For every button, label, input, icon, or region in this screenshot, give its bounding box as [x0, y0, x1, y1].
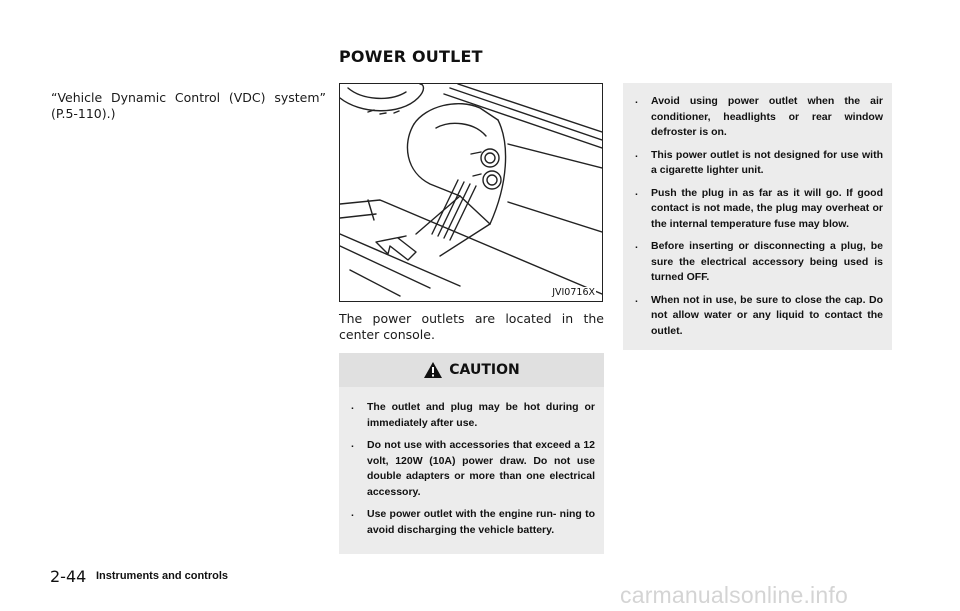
caution-body — [351, 400, 595, 545]
watermark: carmanualsonline.info — [620, 582, 848, 608]
caution-list — [351, 400, 595, 538]
caution-title: CAUTION — [449, 362, 520, 378]
figure-caption: The power outlets are located in the center console. — [339, 311, 604, 342]
note-item: . When not in use, be sure to close the cap. Do not allow water or any liquid to contact the outlet. — [635, 293, 883, 340]
notes-body — [635, 94, 883, 346]
note-item: . This power outlet is not designed for use with a cigarette lighter unit. — [635, 148, 883, 179]
notes-box — [623, 83, 892, 350]
note-item: . Push the plug in as far as it will go. If good contact is not made, the plug may overheat or the internal temperature fuse may blow. — [635, 186, 883, 233]
power-outlet-figure — [339, 83, 603, 302]
lead-text: “Vehicle Dynamic Control (VDC) system” (P.5-110).) — [51, 90, 326, 121]
page-number: 2-44 — [50, 567, 87, 586]
console-illustration — [340, 84, 602, 301]
caution-header — [339, 353, 604, 387]
section-title: POWER OUTLET — [339, 47, 483, 66]
figure-label: JVI0716X — [552, 287, 595, 298]
warning-icon — [423, 361, 443, 379]
note-item: . Avoid using power outlet when the air conditioner, headlights or rear window defroster is on. — [635, 94, 883, 141]
caution-box — [339, 353, 604, 554]
notes-list — [635, 94, 883, 339]
caution-item: . Use power outlet with the engine run- ning to avoid discharging the vehicle battery. — [351, 507, 595, 538]
caution-item: . The outlet and plug may be hot during or immediately after use. — [351, 400, 595, 431]
caution-item: . Do not use with accessories that exceed a 12 volt, 120W (10A) power draw. Do not use double adapters or more than one electrical accessory. — [351, 438, 595, 500]
page-section-name: Instruments and controls — [96, 570, 229, 582]
note-item: . Before inserting or disconnecting a plug, be sure the electrical accessory being used is turned OFF. — [635, 239, 883, 286]
